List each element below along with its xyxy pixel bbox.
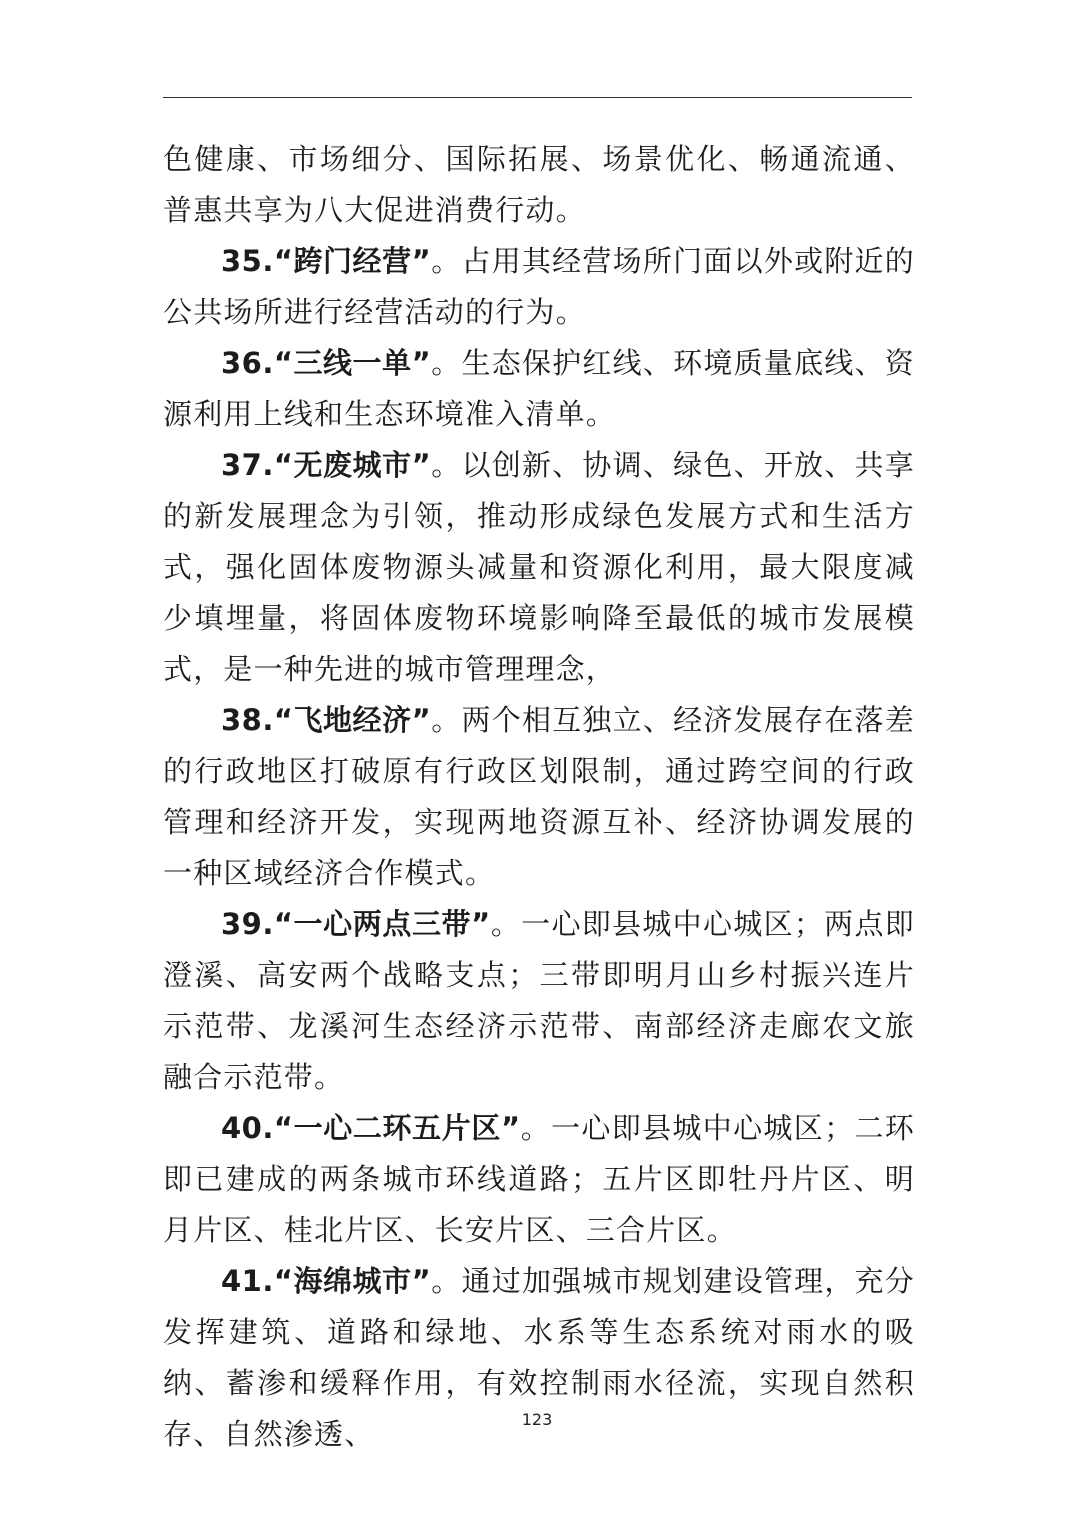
document-body: [163, 134, 915, 1460]
term-37: 37.“无废城市”: [221, 448, 432, 482]
term-40: 40.“一心二环五片区”: [221, 1111, 521, 1145]
definition-37: 。以创新、协调、绿色、开放、共享的新发展理念为引领，推动形成绿色发展方式和生活方式，强化固体废物源头减量和资源化利用，最大限度减少填埋量，将固体废物环境影响降至最低的城市发展模式，是一种先进的城市管理理念，: [163, 448, 915, 686]
glossary-entry-37: [163, 440, 915, 695]
term-35: 35.“跨门经营”: [221, 244, 432, 278]
definition-39: 。一心即县城中心城区；两点即澄溪、高安两个战略支点；三带即明月山乡村振兴连片示范带、龙溪河生态经济示范带、南部经济走廊农文旅融合示范带。: [163, 907, 915, 1094]
glossary-entry-40: [163, 1103, 915, 1256]
glossary-entry-39: [163, 899, 915, 1103]
page-number: 123: [521, 1410, 553, 1429]
header-rule: [163, 97, 912, 98]
definition-35: 。占用其经营场所门面以外或附近的公共场所进行经营活动的行为。: [163, 244, 915, 329]
term-38: 38.“飞地经济”: [221, 703, 432, 737]
definition-40: 。一心即县城中心城区；二环即已建成的两条城市环线道路；五片区即牡丹片区、明月片区、桂北片区、长安片区、三合片区。: [163, 1111, 915, 1247]
term-41: 41.“海绵城市”: [221, 1264, 432, 1298]
glossary-entry-41: [163, 1256, 915, 1460]
glossary-entry-36: [163, 338, 915, 440]
definition-41: 。通过加强城市规划建设管理，充分发挥建筑、道路和绿地、水系等生态系统对雨水的吸纳、蓄渗和缓释作用，有效控制雨水径流，实现自然积存、自然渗透、: [163, 1264, 915, 1451]
definition-38: 。两个相互独立、经济发展存在落差的行政地区打破原有行政区划限制，通过跨空间的行政管理和经济开发，实现两地资源互补、经济协调发展的一种区域经济合作模式。: [163, 703, 915, 890]
definition-36: 。生态保护红线、环境质量底线、资源利用上线和生态环境准入清单。: [163, 346, 915, 431]
glossary-entry-35: [163, 236, 915, 338]
term-36: 36.“三线一单”: [221, 346, 432, 380]
glossary-entry-38: [163, 695, 915, 899]
continuation-paragraph: 色健康、市场细分、国际拓展、场景优化、畅通流通、普惠共享为八大促进消费行动。: [163, 142, 915, 227]
term-39: 39.“一心两点三带”: [221, 907, 491, 941]
